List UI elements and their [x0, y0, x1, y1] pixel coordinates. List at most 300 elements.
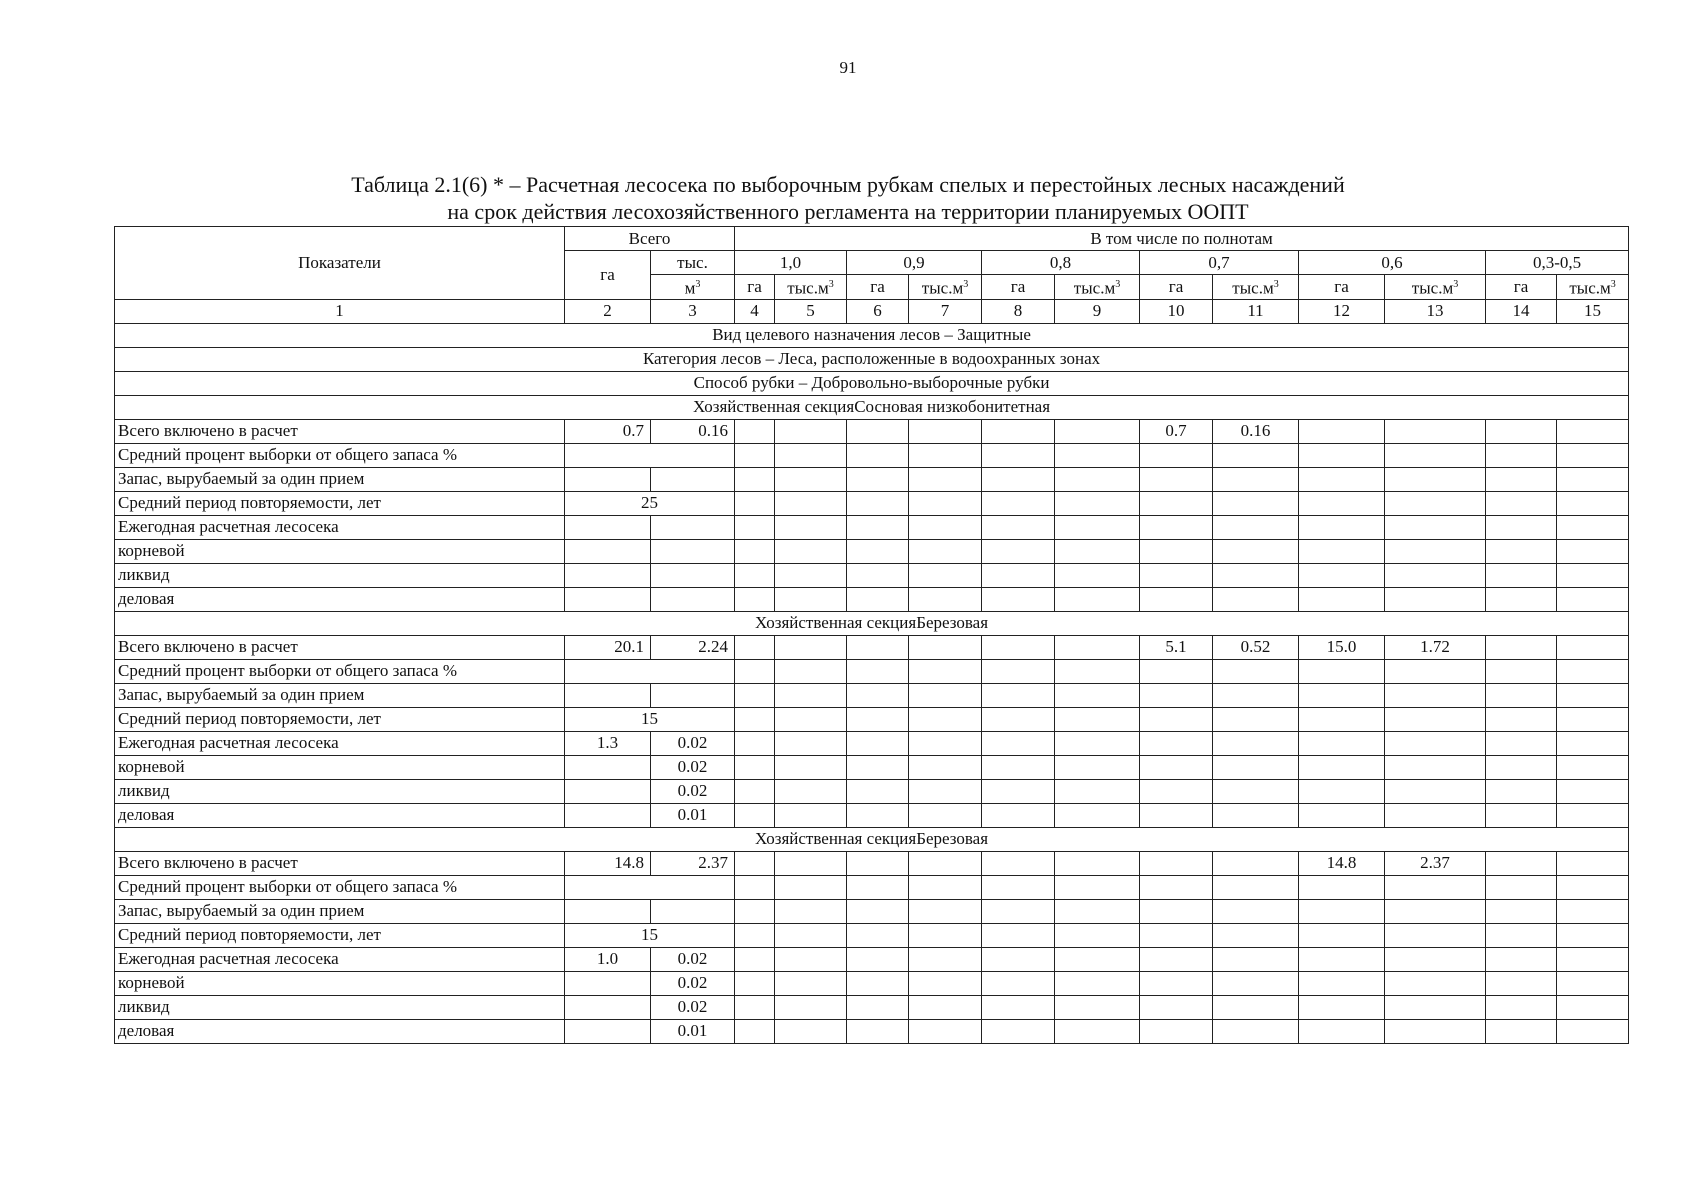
- data-cell: 1.72: [1385, 635, 1486, 659]
- data-cell: [1055, 683, 1140, 707]
- data-cell: [1299, 707, 1385, 731]
- data-cell: [1385, 419, 1486, 443]
- column-number: 9: [1055, 299, 1140, 323]
- header-unit-volume: $тыс.м^3$: [909, 275, 982, 300]
- data-cell: [775, 443, 847, 467]
- data-cell: [1299, 587, 1385, 611]
- data-cell: [909, 875, 982, 899]
- data-cell: [1486, 707, 1557, 731]
- data-cell: [1557, 947, 1629, 971]
- data-cell: [1299, 539, 1385, 563]
- data-cell: [1385, 467, 1486, 491]
- data-cell: [1557, 755, 1629, 779]
- data-cell: [735, 635, 775, 659]
- data-cell: [847, 659, 909, 683]
- data-cell: [1557, 635, 1629, 659]
- data-cell: [1055, 443, 1140, 467]
- data-cell: [1385, 923, 1486, 947]
- data-cell: [1213, 947, 1299, 971]
- data-cell: [909, 443, 982, 467]
- header-unit-volume: $тыс.м^3$: [1385, 275, 1486, 300]
- data-cell: [909, 563, 982, 587]
- row-label: Ежегодная расчетная лесосека: [115, 731, 565, 755]
- data-cell: [1299, 491, 1385, 515]
- data-cell: [775, 659, 847, 683]
- header-unit-volume: $тыс.м^3$: [1557, 275, 1629, 300]
- data-cell: [735, 443, 775, 467]
- data-cell: [1140, 971, 1213, 995]
- data-cell: [1055, 851, 1140, 875]
- data-cell: [982, 491, 1055, 515]
- column-number: 8: [982, 299, 1055, 323]
- data-cell: [1213, 851, 1299, 875]
- data-cell: [735, 803, 775, 827]
- data-cell: [1385, 443, 1486, 467]
- data-cell: [909, 587, 982, 611]
- data-cell: [735, 467, 775, 491]
- data-cell: [565, 1019, 651, 1043]
- data-cell: [1299, 563, 1385, 587]
- data-cell: [847, 971, 909, 995]
- data-cell: [1213, 923, 1299, 947]
- data-cell: [1299, 875, 1385, 899]
- data-cell: [1055, 731, 1140, 755]
- row-label: деловая: [115, 1019, 565, 1043]
- data-cell: [1055, 875, 1140, 899]
- data-cell: [1486, 1019, 1557, 1043]
- row-label: ликвид: [115, 779, 565, 803]
- data-cell: [565, 659, 735, 683]
- data-cell: [775, 515, 847, 539]
- data-cell: [775, 419, 847, 443]
- data-cell: [1385, 755, 1486, 779]
- data-cell: [1140, 803, 1213, 827]
- data-cell: [1557, 779, 1629, 803]
- section-type: Березовая: [916, 613, 989, 633]
- data-cell: [1213, 539, 1299, 563]
- data-cell: [1385, 683, 1486, 707]
- data-cell: [1055, 803, 1140, 827]
- row-label: корневой: [115, 755, 565, 779]
- data-cell: [982, 515, 1055, 539]
- data-cell: [1557, 971, 1629, 995]
- data-cell: [1486, 515, 1557, 539]
- data-cell: [847, 539, 909, 563]
- data-cell: [1140, 755, 1213, 779]
- data-cell: [982, 755, 1055, 779]
- row-label: корневой: [115, 971, 565, 995]
- data-cell: 5.1: [1140, 635, 1213, 659]
- data-cell: 0.16: [1213, 419, 1299, 443]
- data-cell: [1557, 587, 1629, 611]
- section-name: Хозяйственная секция: [693, 397, 855, 417]
- data-cell: [1486, 731, 1557, 755]
- data-cell: [1055, 995, 1140, 1019]
- data-cell: [775, 995, 847, 1019]
- data-cell: [1385, 803, 1486, 827]
- data-cell: 2.37: [651, 851, 735, 875]
- data-cell: [565, 755, 651, 779]
- data-cell: [1213, 563, 1299, 587]
- data-cell: [847, 851, 909, 875]
- data-cell: [775, 491, 847, 515]
- data-cell: [982, 995, 1055, 1019]
- data-cell: [775, 683, 847, 707]
- data-cell: [775, 467, 847, 491]
- data-cell: [735, 731, 775, 755]
- data-cell: [775, 923, 847, 947]
- data-cell: [1486, 587, 1557, 611]
- data-cell: [847, 779, 909, 803]
- data-cell: [1055, 635, 1140, 659]
- data-cell: [909, 635, 982, 659]
- data-cell: [982, 539, 1055, 563]
- data-cell: [735, 707, 775, 731]
- data-cell: [565, 467, 651, 491]
- column-number: 10: [1140, 299, 1213, 323]
- data-cell: [1557, 683, 1629, 707]
- data-cell: [1299, 779, 1385, 803]
- row-label: Всего включено в расчет: [115, 635, 565, 659]
- data-cell: [1055, 971, 1140, 995]
- data-cell: [847, 803, 909, 827]
- data-cell: [847, 923, 909, 947]
- data-cell: 14.8: [1299, 851, 1385, 875]
- data-cell: [1140, 539, 1213, 563]
- data-cell: [775, 587, 847, 611]
- data-cell: 0.02: [651, 947, 735, 971]
- data-cell: [847, 563, 909, 587]
- data-cell: [565, 587, 651, 611]
- data-cell: [1557, 443, 1629, 467]
- data-cell: [982, 443, 1055, 467]
- data-cell: [1486, 899, 1557, 923]
- data-cell: [1385, 659, 1486, 683]
- data-cell: 20.1: [565, 635, 651, 659]
- data-cell: [1140, 923, 1213, 947]
- column-number: 14: [1486, 299, 1557, 323]
- header-density-6: 0,3-0,5: [1486, 251, 1629, 275]
- data-cell: [847, 947, 909, 971]
- data-cell: [1140, 995, 1213, 1019]
- row-label: Средний период повторяемости, лет: [115, 923, 565, 947]
- data-cell: [982, 851, 1055, 875]
- data-cell: 15: [565, 923, 735, 947]
- row-label: Всего включено в расчет: [115, 851, 565, 875]
- data-cell: [1213, 443, 1299, 467]
- data-cell: [1486, 923, 1557, 947]
- data-cell: [1486, 683, 1557, 707]
- data-cell: 0.01: [651, 1019, 735, 1043]
- data-cell: [775, 1019, 847, 1043]
- data-cell: [1486, 467, 1557, 491]
- data-cell: [1055, 899, 1140, 923]
- data-cell: 2.37: [1385, 851, 1486, 875]
- header-unit-ha: га: [1140, 275, 1213, 300]
- column-number: 12: [1299, 299, 1385, 323]
- data-cell: 15.0: [1299, 635, 1385, 659]
- data-cell: [1385, 563, 1486, 587]
- data-cell: [1140, 563, 1213, 587]
- data-cell: [1299, 731, 1385, 755]
- data-cell: 0.02: [651, 971, 735, 995]
- data-cell: [909, 851, 982, 875]
- data-cell: [1299, 1019, 1385, 1043]
- data-cell: [1486, 875, 1557, 899]
- row-label: Средний период повторяемости, лет: [115, 707, 565, 731]
- data-cell: [1486, 851, 1557, 875]
- data-cell: [1557, 539, 1629, 563]
- table-caption-line-1: Таблица 2.1(6) * – Расчетная лесосека по выборочным рубкам спелых и перестойных лесных насаждений: [351, 172, 1345, 197]
- data-cell: [1213, 587, 1299, 611]
- data-cell: [982, 923, 1055, 947]
- data-cell: [1557, 995, 1629, 1019]
- data-cell: [1213, 995, 1299, 1019]
- data-cell: [1055, 707, 1140, 731]
- section-type: Березовая: [916, 829, 989, 849]
- data-cell: [1213, 971, 1299, 995]
- data-cell: [1213, 731, 1299, 755]
- purpose-title: Вид целевого назначения лесов – Защитные: [115, 323, 1629, 347]
- data-cell: [982, 563, 1055, 587]
- data-cell: [982, 683, 1055, 707]
- row-label: Всего включено в расчет: [115, 419, 565, 443]
- data-cell: [847, 587, 909, 611]
- data-cell: 2.24: [651, 635, 735, 659]
- data-cell: [1557, 875, 1629, 899]
- section-title: [115, 395, 1629, 419]
- data-cell: [1140, 899, 1213, 923]
- row-label: Средний процент выборки от общего запаса %: [115, 659, 565, 683]
- header-total-volume-bottom: $м^3$: [651, 275, 735, 300]
- data-cell: [1140, 875, 1213, 899]
- data-cell: [982, 587, 1055, 611]
- row-label: Средний процент выборки от общего запаса %: [115, 443, 565, 467]
- data-cell: [1486, 563, 1557, 587]
- data-cell: [909, 707, 982, 731]
- data-cell: [847, 635, 909, 659]
- data-cell: [651, 515, 735, 539]
- data-cell: [1385, 1019, 1486, 1043]
- data-cell: [565, 803, 651, 827]
- data-cell: [735, 587, 775, 611]
- data-cell: [1385, 707, 1486, 731]
- data-cell: [982, 731, 1055, 755]
- data-cell: [982, 971, 1055, 995]
- data-cell: [1055, 923, 1140, 947]
- data-cell: [1486, 947, 1557, 971]
- data-cell: [775, 779, 847, 803]
- data-cell: [909, 947, 982, 971]
- section-name: Хозяйственная секция: [755, 829, 917, 849]
- data-cell: [1140, 683, 1213, 707]
- data-cell: [735, 563, 775, 587]
- data-cell: 0.01: [651, 803, 735, 827]
- header-indicators: Показатели: [115, 227, 565, 300]
- data-cell: [735, 875, 775, 899]
- column-number: 11: [1213, 299, 1299, 323]
- data-cell: 0.02: [651, 755, 735, 779]
- data-cell: [565, 995, 651, 1019]
- data-cell: [735, 923, 775, 947]
- row-label: Запас, вырубаемый за один прием: [115, 683, 565, 707]
- data-cell: [775, 563, 847, 587]
- data-cell: [735, 947, 775, 971]
- data-cell: [847, 755, 909, 779]
- data-cell: [735, 539, 775, 563]
- column-number: 5: [775, 299, 847, 323]
- column-number: 1: [115, 299, 565, 323]
- data-cell: [847, 707, 909, 731]
- data-cell: [1055, 659, 1140, 683]
- data-cell: [909, 659, 982, 683]
- data-cell: [909, 923, 982, 947]
- data-cell: [1486, 443, 1557, 467]
- data-cell: [1213, 755, 1299, 779]
- data-cell: [1299, 755, 1385, 779]
- data-cell: [1299, 443, 1385, 467]
- data-cell: [565, 875, 735, 899]
- column-number: 15: [1557, 299, 1629, 323]
- data-cell: [651, 587, 735, 611]
- data-cell: [735, 1019, 775, 1043]
- data-cell: [1140, 1019, 1213, 1043]
- data-cell: [1140, 467, 1213, 491]
- data-cell: [1299, 515, 1385, 539]
- data-cell: [1557, 707, 1629, 731]
- header-unit-volume: $тыс.м^3$: [1055, 275, 1140, 300]
- data-cell: [735, 851, 775, 875]
- data-cell: [1213, 659, 1299, 683]
- data-cell: [847, 419, 909, 443]
- data-cell: [1557, 491, 1629, 515]
- header-total: Всего: [565, 227, 735, 251]
- data-cell: [735, 971, 775, 995]
- row-label: Ежегодная расчетная лесосека: [115, 515, 565, 539]
- data-cell: [982, 659, 1055, 683]
- data-cell: [1213, 515, 1299, 539]
- data-cell: [1299, 683, 1385, 707]
- data-cell: [735, 899, 775, 923]
- data-cell: [1213, 707, 1299, 731]
- data-cell: [735, 995, 775, 1019]
- method-title: Способ рубки – Добровольно-выборочные рубки: [115, 371, 1629, 395]
- data-cell: [909, 803, 982, 827]
- data-cell: [565, 779, 651, 803]
- data-cell: [775, 707, 847, 731]
- data-cell: [1385, 515, 1486, 539]
- data-cell: [909, 995, 982, 1019]
- data-cell: [1213, 491, 1299, 515]
- data-cell: 1.3: [565, 731, 651, 755]
- data-cell: [1299, 899, 1385, 923]
- data-cell: [1140, 731, 1213, 755]
- data-cell: [1140, 659, 1213, 683]
- data-cell: 0.52: [1213, 635, 1299, 659]
- page-number: 91: [839, 58, 857, 77]
- data-cell: [909, 491, 982, 515]
- data-cell: [982, 419, 1055, 443]
- data-cell: 1.0: [565, 947, 651, 971]
- data-cell: [1486, 539, 1557, 563]
- data-cell: [1055, 491, 1140, 515]
- data-cell: [1299, 803, 1385, 827]
- data-cell: [982, 899, 1055, 923]
- data-cell: [565, 971, 651, 995]
- column-number: 6: [847, 299, 909, 323]
- data-cell: [1299, 923, 1385, 947]
- data-cell: [1557, 1019, 1629, 1043]
- data-cell: [982, 875, 1055, 899]
- data-cell: 15: [565, 707, 735, 731]
- data-cell: [1385, 875, 1486, 899]
- data-cell: 0.16: [651, 419, 735, 443]
- data-cell: [847, 467, 909, 491]
- section-title: [115, 827, 1629, 851]
- data-cell: [1055, 467, 1140, 491]
- data-cell: [1213, 899, 1299, 923]
- data-cell: [847, 899, 909, 923]
- data-cell: [775, 539, 847, 563]
- column-number: 4: [735, 299, 775, 323]
- data-cell: [775, 971, 847, 995]
- data-cell: [565, 443, 735, 467]
- header-total-ha: га: [565, 251, 651, 300]
- data-cell: [1055, 587, 1140, 611]
- data-cell: [1140, 515, 1213, 539]
- data-cell: [1486, 755, 1557, 779]
- row-label: Запас, вырубаемый за один прием: [115, 467, 565, 491]
- data-cell: [1486, 779, 1557, 803]
- data-cell: 25: [565, 491, 735, 515]
- data-cell: [775, 731, 847, 755]
- data-cell: [1385, 947, 1486, 971]
- data-cell: [982, 1019, 1055, 1043]
- header-unit-ha: га: [1486, 275, 1557, 300]
- data-cell: [1486, 659, 1557, 683]
- data-cell: [775, 755, 847, 779]
- data-cell: [1140, 947, 1213, 971]
- data-cell: [982, 467, 1055, 491]
- data-cell: [847, 1019, 909, 1043]
- data-cell: [909, 899, 982, 923]
- data-cell: [651, 539, 735, 563]
- header-density-5: 0,6: [1299, 251, 1486, 275]
- data-cell: [775, 875, 847, 899]
- section-name: Хозяйственная секция: [755, 613, 917, 633]
- data-cell: [1385, 731, 1486, 755]
- data-cell: [1140, 443, 1213, 467]
- data-cell: [1385, 587, 1486, 611]
- data-cell: [1486, 491, 1557, 515]
- data-cell: [735, 755, 775, 779]
- data-cell: [909, 539, 982, 563]
- data-cell: [1557, 923, 1629, 947]
- row-label: ликвид: [115, 995, 565, 1019]
- data-cell: [651, 563, 735, 587]
- column-number: 3: [651, 299, 735, 323]
- data-cell: 14.8: [565, 851, 651, 875]
- data-cell: [1557, 515, 1629, 539]
- data-cell: [735, 419, 775, 443]
- data-cell: [1299, 947, 1385, 971]
- column-number: 2: [565, 299, 651, 323]
- header-density-4: 0,7: [1140, 251, 1299, 275]
- section-type: Сосновая низкобонитетная: [854, 397, 1051, 417]
- data-cell: [735, 779, 775, 803]
- header-unit-ha: га: [1299, 275, 1385, 300]
- data-cell: [982, 947, 1055, 971]
